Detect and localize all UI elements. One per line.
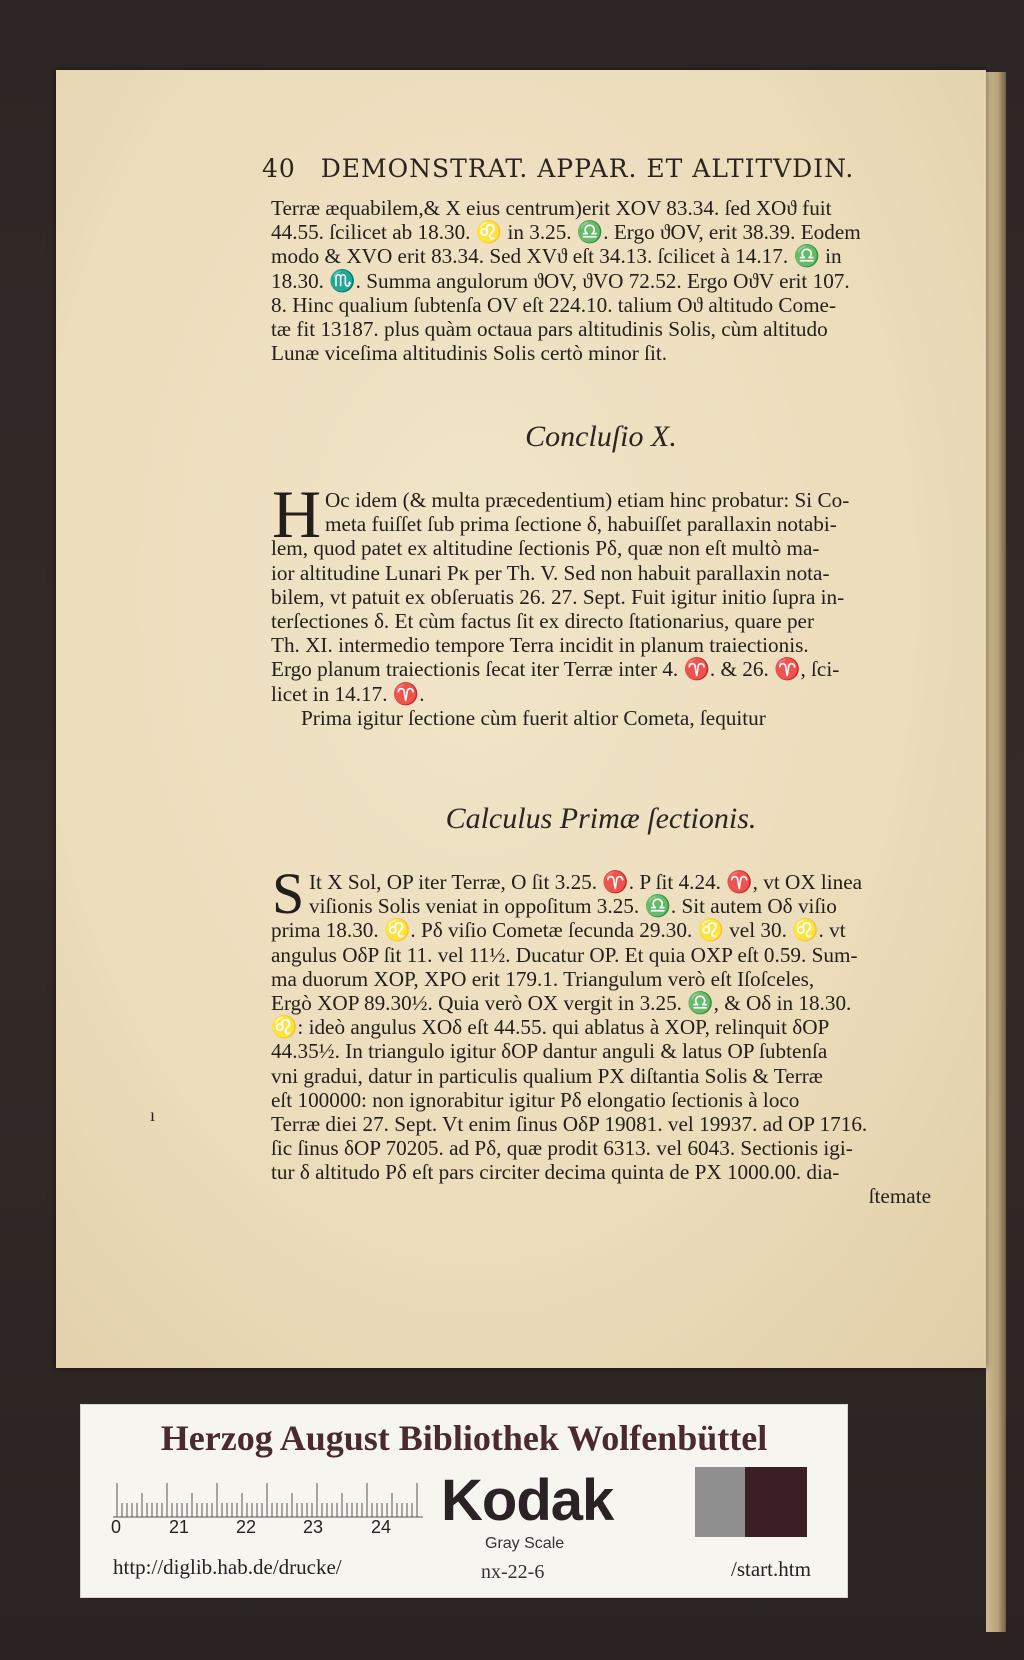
running-title: DEMONSTRAT. APPAR. ET ALTITVDIN. — [320, 154, 855, 183]
section-title-calculus: Calculus Primæ ſectionis. — [445, 802, 757, 835]
text-line: 44.35½. In triangulo igitur δOP dantur anguli & latus OP ſubtenſa — [271, 1039, 828, 1064]
catchword: ſtemate — [868, 1184, 931, 1209]
text-line: ma duorum XOP, XPO erit 179.1. Triangulum verò eſt Iſoſceles, — [271, 966, 815, 991]
text-line: Lunæ viceſima altitudinis Solis certò minor ſit. — [271, 341, 668, 366]
text-line: Prima igitur ſectione cùm fuerit altior Cometa, ſequitur — [301, 705, 766, 730]
margin-mark: ı — [150, 1105, 156, 1125]
text-line: Ergò XOP 89.30½. Quia verò OX vergit in 3.25. ♎, & Oδ in 18.30. — [271, 990, 852, 1015]
library-url: http://diglib.hab.de/drucke/ — [113, 1555, 342, 1579]
text-line: 18.30. ♏. Summa angulorum ϑOV, ϑVO 72.52. Ergo OϑV erit 107. — [271, 268, 850, 293]
text-line: Terræ diei 27. Sept. Vt enim ſinus OδP 19081. vel 19937. ad OP 1716. — [271, 1111, 868, 1136]
gray-swatch — [695, 1467, 745, 1537]
ruler-number: 22 — [236, 1517, 257, 1537]
text-line: prima 18.30. ♌. Pδ viſio Cometæ ſecunda 29.30. ♌ vel 30. ♌. vt — [271, 918, 846, 943]
text-line: vni gradui, datur in particulis qualium PX diſtantia Solis & Terræ — [271, 1063, 823, 1088]
text-line: Terræ æquabilem,& X eius centrum)erit XOV 83.34. ſed XOϑ fuit — [271, 196, 832, 220]
ruler-scale — [113, 1469, 423, 1519]
text-line: modo & XVO erit 83.34. Sed XVϑ eſt 34.13. ſcilicet à 14.17. ♎ in — [271, 244, 842, 269]
text-line: Oc idem (& multa præcedentium) etiam hinc probatur: Si Co- — [325, 488, 850, 512]
text-line: ior altitudine Lunari Pκ per Th. V. Sed non habuit parallaxin nota- — [271, 560, 830, 585]
text-line: It X Sol, OP iter Terræ, O ſit 3.25. ♈. P ſit 4.24. ♈, vt OX linea — [309, 870, 863, 894]
start-url: /start.htm — [731, 1557, 811, 1581]
drop-cap: H — [272, 476, 322, 552]
ruler-number: 0 — [111, 1517, 122, 1537]
next-page-edge — [986, 72, 1006, 1632]
text-line: Th. XI. intermedio tempore Terra incidit in planum traiectionis. — [271, 633, 809, 658]
paragraph-1 — [271, 196, 931, 365]
text-line: viſionis Solis veniat in oppoſitum 3.25. ♎. Sit autem Oδ viſio — [309, 894, 837, 919]
paragraph-3 — [271, 861, 931, 1209]
kodak-logo: Kodak — [441, 1468, 614, 1533]
text-line: Ergo planum traiectionis ſecat iter Terræ inter 4. ♈. & 26. ♈, ſci- — [271, 657, 840, 682]
text-line: ♌: ideò angulus XOδ eſt 44.55. qui ablatus à XOP, relinquit δOP — [271, 1015, 830, 1040]
text-line: 8. Hinc qualium ſubtenſa OV eſt 224.10. talium Oϑ altitudo Come- — [271, 292, 837, 317]
section-title-conclusio: Concluſio X. — [525, 420, 677, 453]
text-line: terſectiones δ. Et cùm factus ſit ex directo ſtationarius, quare per — [271, 608, 815, 633]
text-line: lem, quod patet ex altitudine ſectionis Pδ, quæ non eſt multò ma- — [271, 536, 820, 561]
library-name: Herzog August Bibliothek Wolfenbüttel — [160, 1418, 768, 1458]
ruler-number: 24 — [371, 1517, 392, 1537]
ruler-number: 21 — [169, 1517, 190, 1537]
drop-cap: S — [272, 861, 305, 926]
text-line: angulus OδP ſit 11. vel 11½. Ducatur OP. Et quia OXP eſt 0.59. Sum- — [271, 942, 858, 967]
text-line: tæ fit 13187. plus quàm octaua pars altitudinis Solis, cùm altitudo — [271, 316, 828, 341]
text-line: tur δ altitudo Pδ eſt pars circiter decima quinta de PX 1000.00. dia- — [271, 1160, 840, 1185]
running-header — [262, 154, 902, 183]
gray-scale-label: Gray Scale — [485, 1535, 565, 1552]
text-line: eſt 100000: non ignorabitur igitur Pδ elongatio ſectionis à loco — [271, 1087, 800, 1112]
paragraph-2 — [271, 488, 931, 730]
library-label — [80, 1404, 848, 1598]
text-line: bilem, vt patuit ex obſeruatis 26. 27. Sept. Fuit igitur initio ſupra in- — [271, 584, 845, 609]
shelfmark: nx-22-6 — [481, 1561, 545, 1583]
ruler-number: 23 — [303, 1517, 324, 1537]
text-line: licet in 14.17. ♈. — [271, 681, 425, 706]
page-number: 40 — [262, 154, 296, 183]
text-line: ſic ſinus δOP 70205. ad Pδ, quæ prodit 6313. vel 6043. Sectionis igi- — [271, 1136, 853, 1161]
dark-swatch — [745, 1467, 807, 1537]
text-line: 44.55. ſcilicet ab 18.30. ♌ in 3.25. ♎. Ergo ϑOV, erit 38.39. Eodem — [271, 220, 861, 245]
text-line: meta fuiſſet ſub prima ſectione δ, habuiſſet parallaxin notabi- — [325, 512, 837, 537]
